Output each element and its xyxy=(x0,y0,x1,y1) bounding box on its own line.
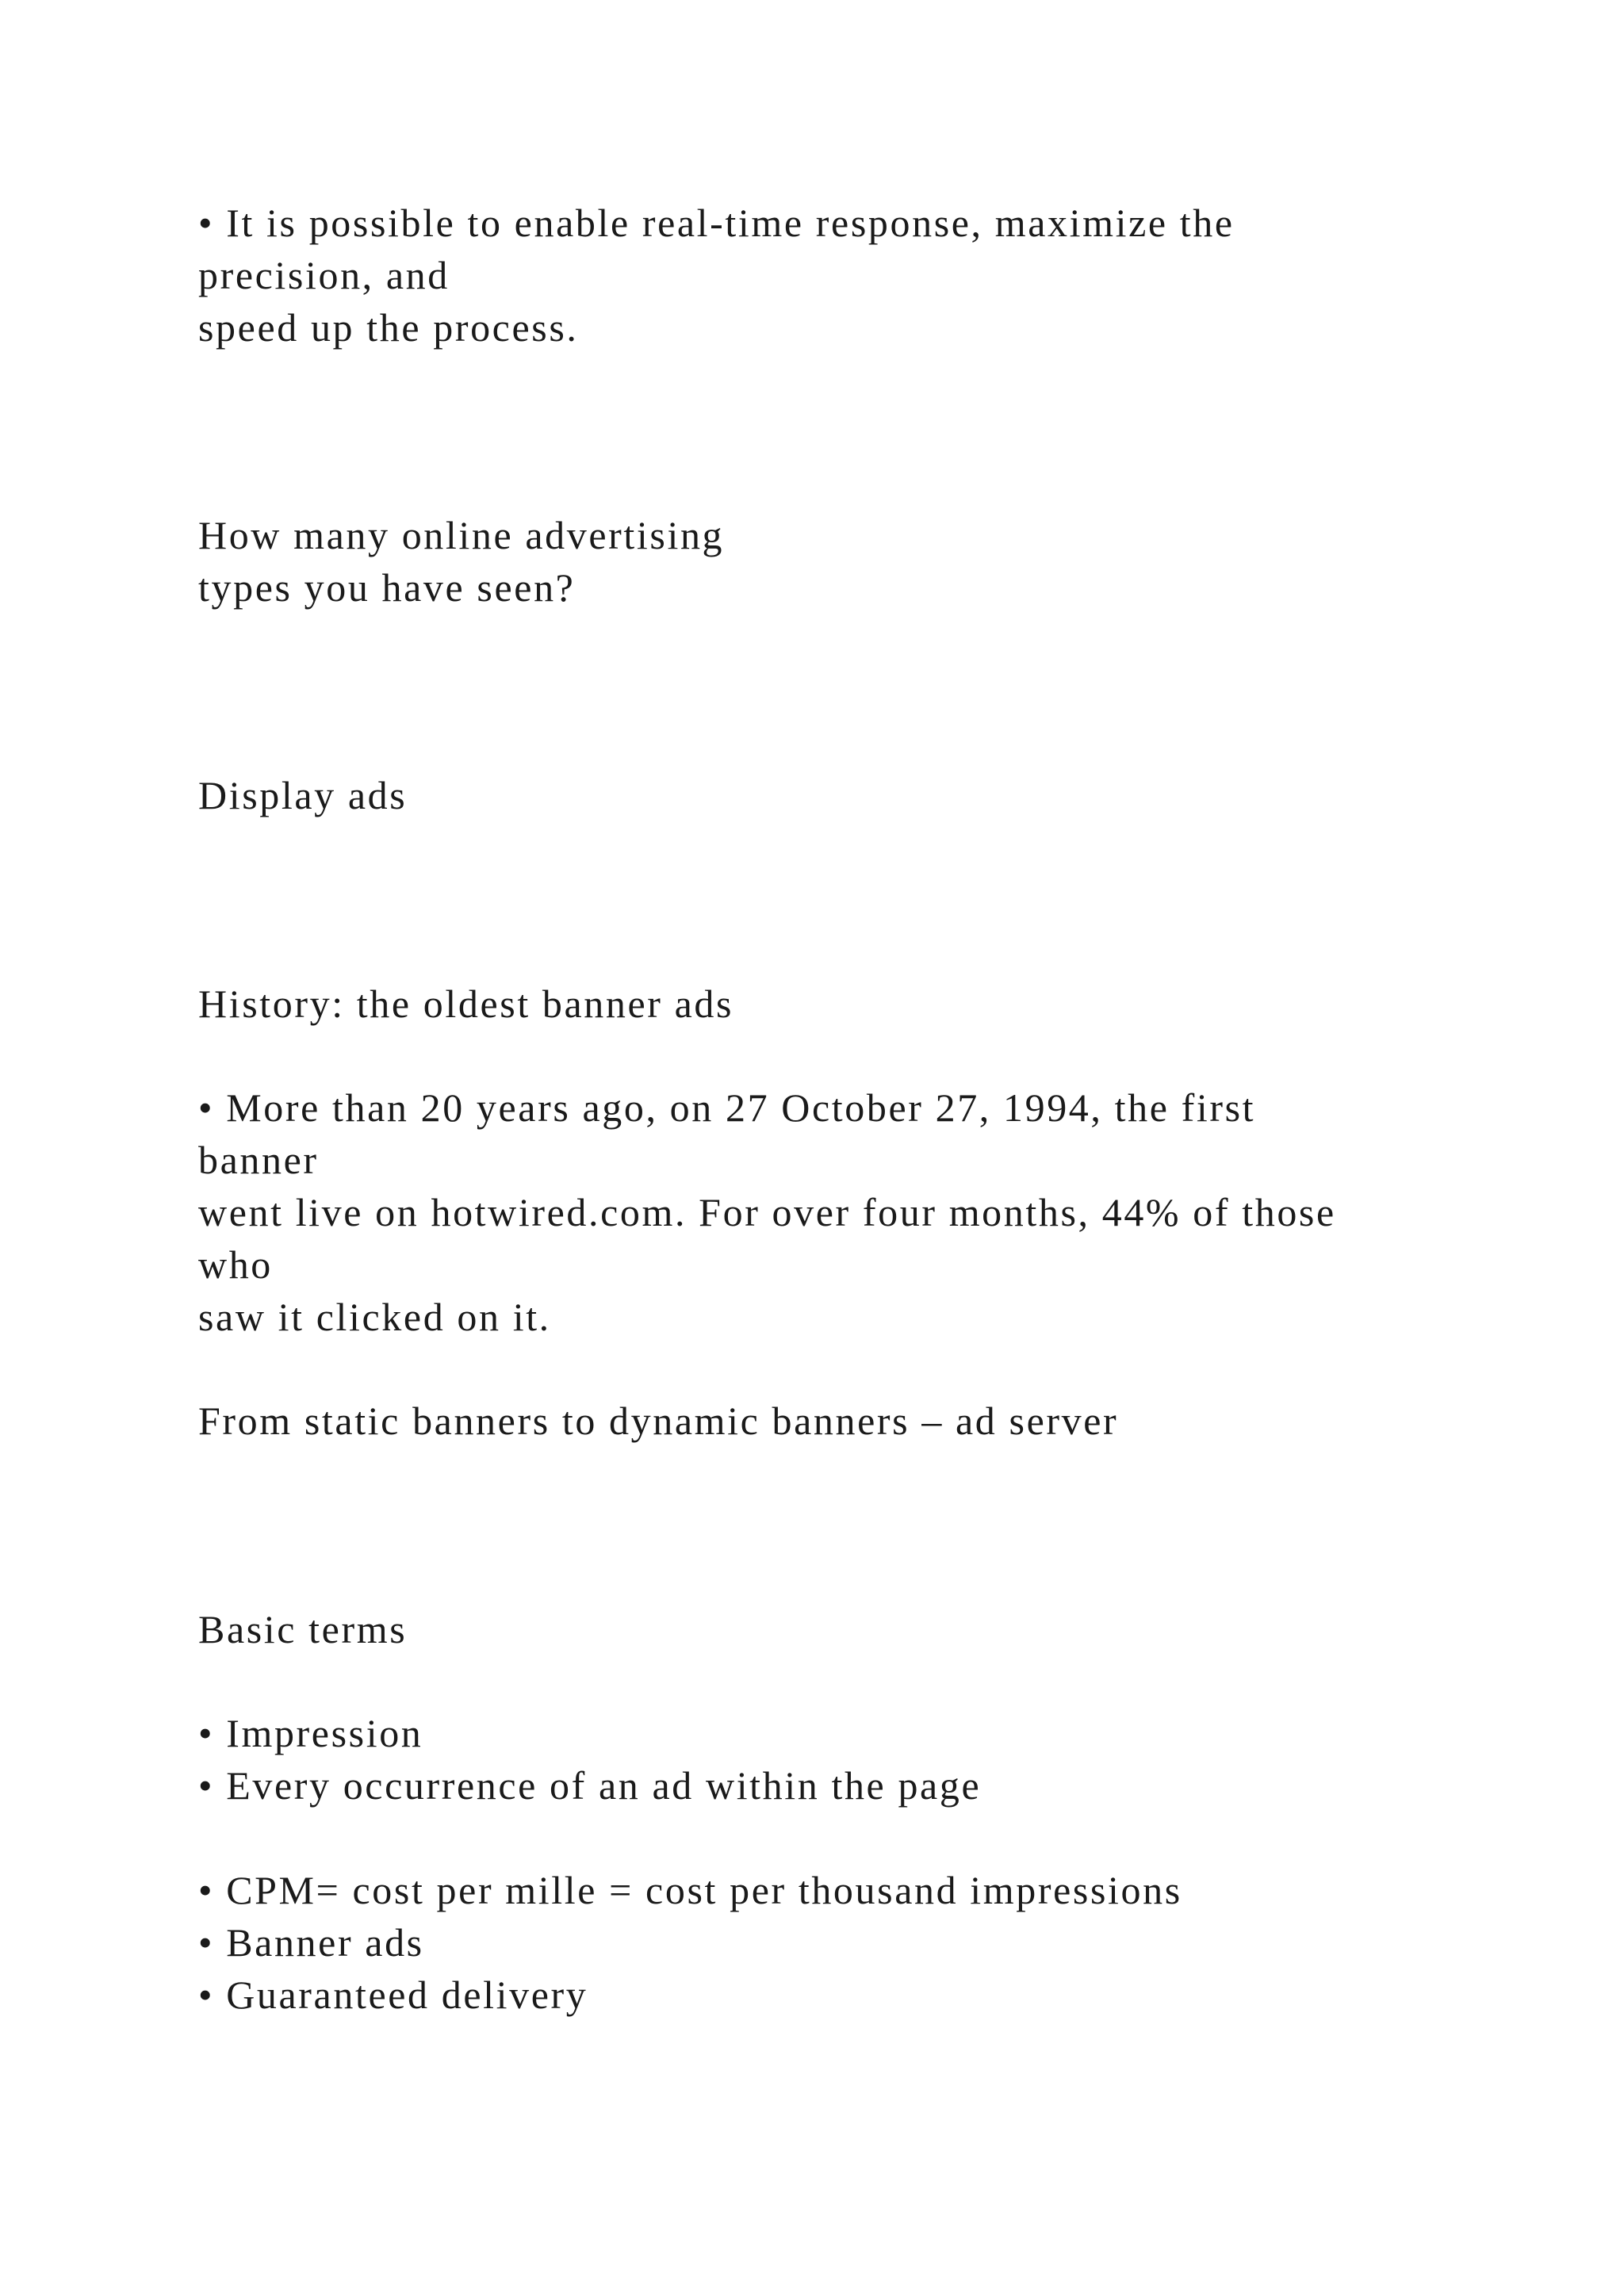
history-bullet-line-3: went live on hotwired.com. For over four months, 44% of those xyxy=(198,1190,1336,1234)
history-bullet-line-5: saw it clicked on it. xyxy=(198,1295,551,1339)
term-impression: • Impression xyxy=(198,1711,423,1755)
history-heading: History: the oldest banner ads xyxy=(198,982,734,1026)
term-guaranteed-delivery: • Guaranteed delivery xyxy=(198,1973,588,2017)
question-line-1: How many online advertising xyxy=(198,513,725,557)
term-banner-ads: • Banner ads xyxy=(198,1920,424,1965)
history-bullet-line-2: banner xyxy=(198,1138,319,1182)
intro-bullet-line-1: • It is possible to enable real-time response, maximize the xyxy=(198,201,1235,245)
history-ad-server-line: From static banners to dynamic banners – ad server xyxy=(198,1399,1119,1443)
basic-terms-heading: Basic terms xyxy=(198,1607,408,1651)
intro-bullet-line-2: precision, and xyxy=(198,253,450,297)
display-ads-heading: Display ads xyxy=(198,773,408,817)
term-cpm: • CPM= cost per mille = cost per thousand impressions xyxy=(198,1868,1182,1912)
question-line-2: types you have seen? xyxy=(198,565,576,610)
intro-bullet-line-3: speed up the process. xyxy=(198,305,579,350)
history-bullet-line-4: who xyxy=(198,1242,273,1287)
term-impression-definition: • Every occurrence of an ad within the page xyxy=(198,1763,982,1808)
history-bullet-line-1: • More than 20 years ago, on 27 October 27, 1994, the first xyxy=(198,1085,1256,1130)
